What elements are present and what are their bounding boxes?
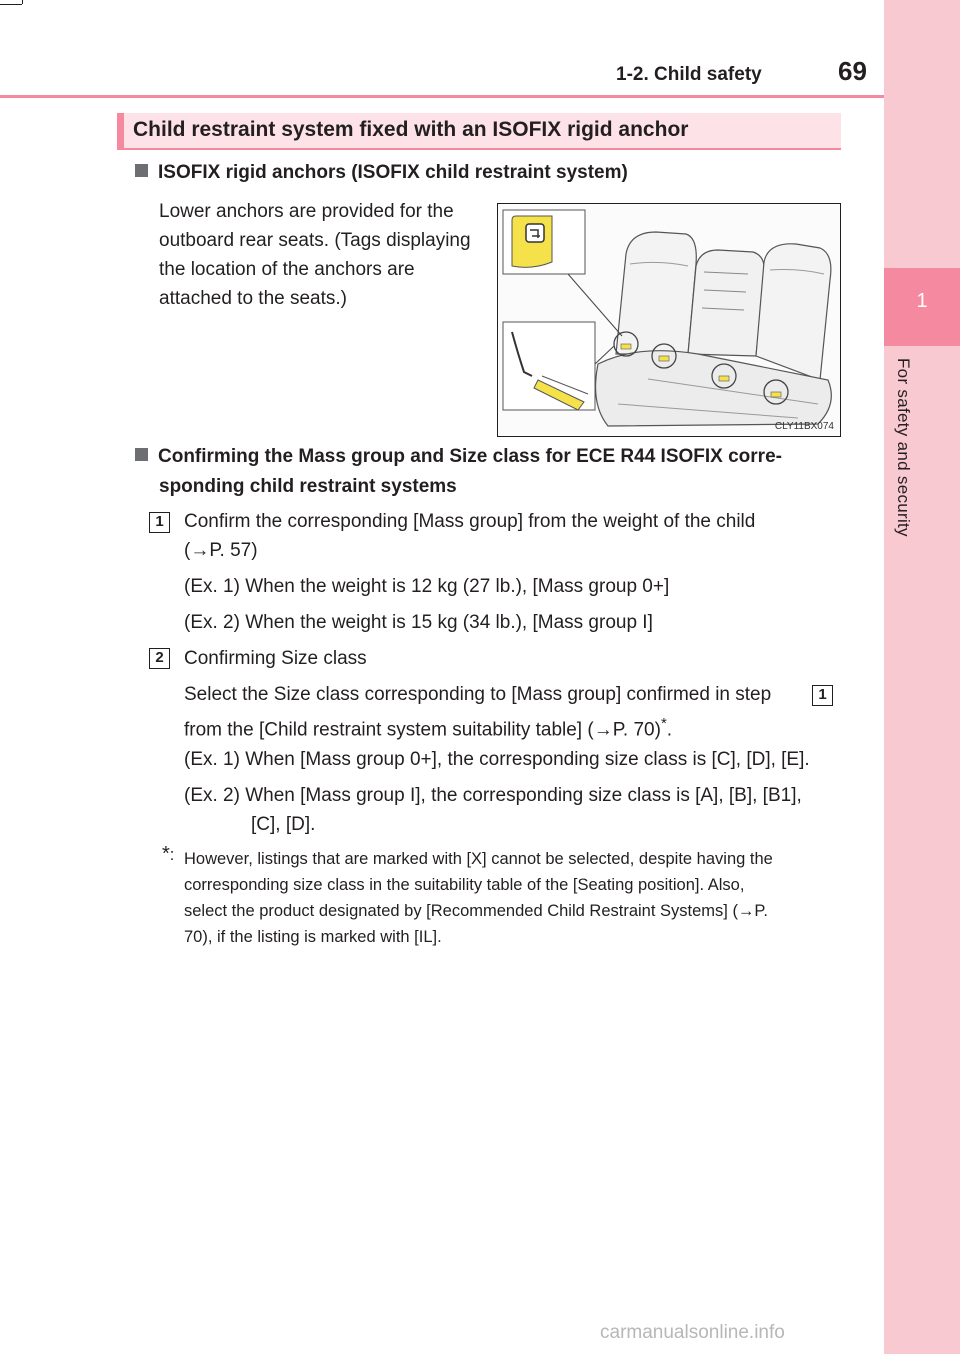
step-1-example-1: (Ex. 1) When the weight is 12 kg (27 lb.), [Mass group 0+] <box>184 576 670 597</box>
confirming-heading-line1: Confirming the Mass group and Size class for ECE R44 ISOFIX corre- <box>158 446 782 467</box>
step-2-title: Confirming Size class <box>184 648 367 669</box>
page-number: 69 <box>838 56 867 86</box>
para-line: the location of the anchors are <box>159 259 415 280</box>
isofix-heading <box>135 158 628 188</box>
header-section-title: 1-2. Child safety <box>616 64 762 85</box>
square-bullet-icon <box>135 164 148 177</box>
step-ref-marker: 1 <box>812 685 833 706</box>
footnote-line: 70), if the listing is marked with [IL]. <box>184 928 442 946</box>
step-2-example-2-line2: [C], [D]. <box>251 814 316 835</box>
confirming-heading <box>135 442 835 502</box>
step-2-line1: Select the Size class corresponding to [Mass group] confirmed in step <box>184 684 772 705</box>
isofix-paragraph <box>159 197 479 313</box>
footnote-line: select the product designated by [Recommended Child Restraint Systems] (→P. <box>184 902 768 920</box>
rear-seat-diagram <box>498 204 841 437</box>
section-title-bar <box>117 113 841 150</box>
footnote-marker <box>162 841 174 868</box>
square-bullet-icon <box>135 448 148 461</box>
footnote-colon: : <box>169 846 175 864</box>
crop-mark-left <box>22 0 23 4</box>
chapter-tab[interactable] <box>884 268 960 346</box>
confirming-heading-line2: sponding child restraint systems <box>159 476 457 497</box>
step-1-line2: (→P. 57) <box>184 540 258 561</box>
step-2-example-2-line1: (Ex. 2) When [Mass group I], the corresponding size class is [A], [B], [B1], <box>184 785 802 806</box>
chapter-label: For safety and security <box>894 358 913 537</box>
chapter-number: 1 <box>916 290 928 312</box>
rear-seat-anchor-illustration <box>497 203 841 437</box>
header-rule <box>0 95 884 98</box>
step-2-marker: 2 <box>149 648 170 669</box>
crop-mark-left-h <box>0 4 22 5</box>
section-title: Child restraint system fixed with an ISOFIX rigid anchor <box>133 118 689 141</box>
figure-code: CLY11BX074 <box>774 421 834 432</box>
para-line: attached to the seats.) <box>159 288 348 309</box>
watermark: carmanualsonline.info <box>600 1322 785 1343</box>
step-1-example-2: (Ex. 2) When the weight is 15 kg (34 lb.), [Mass group I] <box>184 612 653 633</box>
para-line: outboard rear seats. (Tags displaying <box>159 230 471 251</box>
step-1-line1: Confirm the corresponding [Mass group] from the weight of the child <box>184 511 756 532</box>
footnote-line: corresponding size class in the suitability table of the [Seating position]. Also, <box>184 876 745 894</box>
footnote-asterisk: * <box>162 843 170 865</box>
isofix-heading-text: ISOFIX rigid anchors (ISOFIX child restraint system) <box>158 162 628 183</box>
step-2-line2-text: from the [Child restraint system suitability table] (→P. 70) <box>184 719 661 741</box>
step-1-marker: 1 <box>149 512 170 533</box>
step-2-period: . <box>666 719 673 741</box>
step-2-line2 <box>184 709 672 744</box>
footnote-ref: * <box>660 715 667 732</box>
step-2-example-1: (Ex. 1) When [Mass group 0+], the corresponding size class is [C], [D], [E]. <box>184 749 810 770</box>
footnote-text <box>184 846 835 950</box>
side-tab-strip <box>884 0 960 1354</box>
footnote-line: However, listings that are marked with [X] cannot be selected, despite having the <box>184 850 773 868</box>
para-line: Lower anchors are provided for the <box>159 201 454 222</box>
